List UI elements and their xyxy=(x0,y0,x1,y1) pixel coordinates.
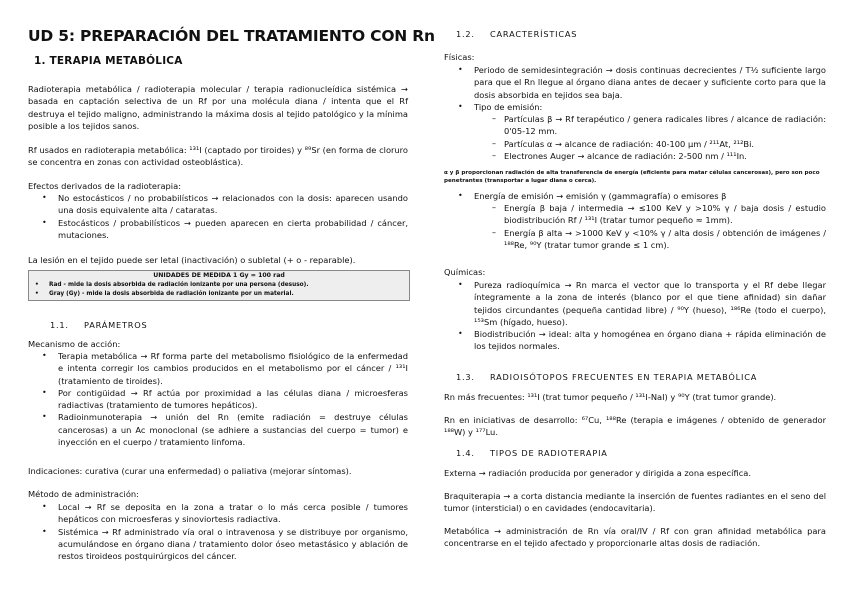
list-item: • No estocásticos / no probabilísticos → relacionados con la dosis: aparecen usando una dosis equivalente alta / cataratas. xyxy=(28,192,408,217)
subsection-number: 1.4. xyxy=(456,448,475,458)
list-item: • Energía de emisión → emisión γ (gammagrafía) o emisores β xyxy=(444,190,826,202)
subsection-number: 1.3. xyxy=(456,372,475,382)
mechanism-title: Mecanismo de acción: xyxy=(28,339,121,349)
emission-list xyxy=(444,113,826,162)
brachytherapy-paragraph: Braquiterapia → a corta distancia mediante la inserción de fuentes radiantes en el seno del tumor (intersticial) o en cavidades (endocavitaria). xyxy=(444,491,826,514)
energy-list xyxy=(444,202,826,251)
admin-list xyxy=(28,501,408,562)
indications-paragraph: Indicaciones: curativa (curar una enfermedad) o paliativa (mejorar síntomas). xyxy=(28,466,352,476)
list-item: – Partículas α → alcance de radiación: 40-100 μm / ²¹¹At, ²¹²Bi. xyxy=(444,138,826,150)
subsection-heading-tipos xyxy=(456,448,826,458)
page-title: UD 5: PREPARACIÓN DEL TRATAMIENTO CON Rn xyxy=(28,27,435,45)
alpha-beta-note: α y β proporcionan radiación de alta transferencia de energía (eficiente para matar células cancerosas), pero son poco penetrantes (transportar a lugar diana o cerca). xyxy=(444,170,820,185)
list-item: • Periodo de semidesintegración → dosis continuas decrecientes / T½ suficiente largo para que el Rn llegue al órgano diana antes de decaer y suficiente corto para que la dosis absorbida en tejidos sea baja. xyxy=(444,64,826,101)
chemical-title: Químicas: xyxy=(444,267,486,277)
mechanism-list xyxy=(28,350,408,448)
list-item: • Local → Rf se deposita en la zona a tratar o lo más cerca posible / tumores hepáticos con microesferas y sinoviortesis radiactiva. xyxy=(28,501,408,526)
list-item: • Estocásticos / probabilísticos → pueden aparecen en cierta probabilidad / cáncer, mutaciones. xyxy=(28,217,408,242)
list-item: • Radioinmunoterapia → unión del Rn (emite radiación = destruye células cancerosas) a un Ac monoclonal (se adhiere a sustancias del cuerpo = tumor) e inyección en el cuerpo / tratamiento linfoma. xyxy=(28,411,408,448)
rf-used-paragraph: Rf usados en radioterapia metabólica: ¹³¹I (captado por tiroides) y ⁸⁹Sr (en forma de cloruro se concentra en zonas con actividad osteoblástica). xyxy=(28,145,408,168)
list-item: – Partículas β → Rf terapéutico / genera radicales libres / alcance de radiación: 0'05-12 mm. xyxy=(444,113,826,138)
list-item: • Tipo de emisión: xyxy=(444,101,826,113)
subsection-title: PARÁMETROS xyxy=(84,320,148,330)
subsection-title: CARACTERÍSTICAS xyxy=(490,29,578,39)
subsection-heading-radioisotopos xyxy=(456,372,826,382)
list-item: – Energía β baja / intermedia → ≤100 KeV y >10% γ / baja dosis / estudio biodistribución Rf / ¹³¹I (tratar tumor pequeño ≈ 1mm). xyxy=(444,202,826,227)
lesion-paragraph: La lesión en el tejido puede ser letal (inactivación) o subletal (+ o - reparable). xyxy=(28,255,356,265)
subsection-heading-parametros xyxy=(50,320,408,330)
metabolic-paragraph: Metabólica → administración de Rn vía oral/IV / Rf con gran afinidad metabólica para concentrarse en el tejido afectado y proporcionarle altas dosis de radiación. xyxy=(444,526,826,549)
external-paragraph: Externa → radiación producida por generador y dirigida a zona específica. xyxy=(444,468,752,478)
subsection-title: TIPOS DE RADIOTERAPIA xyxy=(490,448,608,458)
section-heading-terapia-metabolica: 1. TERAPIA METABÓLICA xyxy=(34,55,183,67)
list-item: • Por contigüidad → Rf actúa por proximidad a las células diana / microesferas radiactivas (tratamiento de tumores hepáticos). xyxy=(28,387,408,412)
chemical-list xyxy=(444,279,826,353)
units-row-rad: • Rad - mide la dosis absorbida de radiación ionizante por una persona (desuso). xyxy=(35,282,309,288)
list-item: • Terapia metabólica → Rf forma parte del metabolismo fisiológico de la enfermedad e intenta corregir los cambios producidos en el metabolismo por el cáncer / ¹³¹I (tratamiento de tiroides). xyxy=(28,350,408,387)
units-box-title: UNIDADES DE MEDIDA 1 Gy = 100 rad xyxy=(153,272,285,279)
list-item: – Energía β alta → >1000 KeV y <10% γ / alta dosis / obtención de imágenes / ¹⁸⁸Re, ⁹⁰Y (tratar tumor grande ≤ 1 cm). xyxy=(444,227,826,252)
subsection-number: 1.2. xyxy=(456,29,475,39)
list-item: • Biodistribución → ideal: alta y homogénea en órgano diana + rápida eliminación de los tejidos normales. xyxy=(444,328,826,353)
admin-title: Método de administración: xyxy=(28,489,139,499)
units-box xyxy=(28,270,410,301)
list-item: • Pureza radioquímica → Rn marca el vector que lo transporta y el Rf debe llegar íntegramente a la zona de interés (blanco por el que tiene afinidad) sin dañar tejidos circundantes (pequeña cantidad libre) / ⁹⁰Y (hueso), ¹⁸⁶Re (todo el cuerpo), ¹⁵³Sm (hígado, hueso). xyxy=(444,279,826,328)
effects-list xyxy=(28,192,408,241)
intro-paragraph: Radioterapia metabólica / radioterapia molecular / terapia radionucleídica sistémica → basada en captación selectiva de un Rf por una molécula diana / intenta que el Rf destruya el tejido maligno, administrando la máxima dosis al tejido patológico y la mínima posible a los tejidos sanos. xyxy=(28,84,408,131)
effects-title: Efectos derivados de la radioterapia: xyxy=(28,181,181,191)
frequent-paragraph: Rn más frecuentes: ¹³¹I (trat tumor pequeño / ¹³¹I-NaI) y ⁹⁰Y (trat tumor grande). xyxy=(444,392,777,402)
physical-title: Físicas: xyxy=(444,52,475,62)
subsection-title: RADIOISÓTOPOS FRECUENTES EN TERAPIA METABÓLICA xyxy=(490,372,758,382)
subsection-number: 1.1. xyxy=(50,320,69,330)
physical-list xyxy=(444,64,826,113)
energy-heading-list xyxy=(444,190,826,202)
list-item: – Electrones Auger → alcance de radiación: 2-500 nm / ¹¹¹In. xyxy=(444,150,826,162)
units-row-gray: • Gray (Gy) - mide la dosis absorbida de radiación ionizante por un material. xyxy=(35,290,294,297)
list-item: • Sistémica → Rf administrado vía oral o intravenosa y se distribuye por organismo, acumulándose en órgano diana / tratamiento dolor óseo metastásico y ablación de restos tiroideos postquirúrgicos del cáncer. xyxy=(28,526,408,563)
research-paragraph: Rn en iniciativas de desarrollo: ⁶⁷Cu, ¹⁸⁸Re (terapia e imágenes / obtenido de generador ¹⁸⁸W) y ¹⁷⁷Lu. xyxy=(444,415,826,438)
subsection-heading-caracteristicas xyxy=(456,29,826,39)
